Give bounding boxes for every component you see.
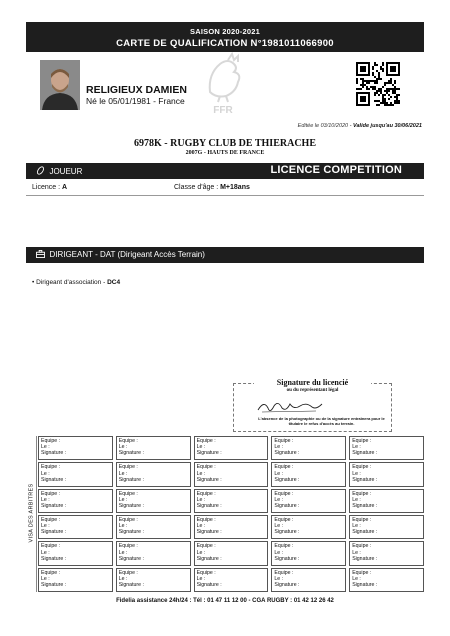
visa-cell-line: Le : [41,575,50,582]
visa-cell-line: Signature : [41,529,67,536]
visa-cell[interactable] [271,541,346,565]
visa-cell[interactable] [194,462,269,486]
visa-cell-line: Equipe : [352,517,372,523]
visa-cell-line: Le : [41,523,50,530]
visa-cell-line: Signature : [352,555,378,562]
birth-info: Né le 05/01/1981 - France [86,96,185,106]
visa-cell-line: Signature : [196,503,222,510]
visa-cell-line: Signature : [352,503,378,510]
visa-cell-line: Le : [274,523,284,530]
visa-cell-line: Le : [196,523,206,530]
visa-cell-line: Equipe : [196,438,216,444]
visa-cell-line: Le : [352,575,361,582]
visa-cell-line: Equipe : [196,517,216,523]
briefcase-icon [36,250,45,258]
visa-cell-line: Signature : [196,582,222,589]
season-label: SAISON 2020-2021 [190,27,260,36]
licence-field [32,184,67,191]
visa-cell-line: Le : [41,444,50,451]
visa-cell-line: Equipe : [274,464,294,471]
visa-cells [38,436,424,592]
player-photo [40,60,80,110]
visa-cell[interactable] [38,489,113,513]
visa-cell[interactable] [349,541,424,565]
visa-cell-line: Equipe : [41,569,61,576]
visa-cell-line: Le : [274,549,284,556]
visa-cell-line: Equipe : [196,569,216,576]
card-header [26,22,424,52]
visa-cell-line: Signature : [118,529,144,536]
visa-cell-line: Signature : [274,582,300,589]
visa-cell-line: Signature : [352,476,378,483]
visa-cell[interactable] [116,436,191,460]
visa-cell-line: Signature : [196,555,222,562]
visa-cell[interactable] [38,436,113,460]
visa-cell-line: Equipe : [41,490,61,497]
visa-cell-line: Equipe : [352,543,372,550]
visa-cell[interactable] [271,462,346,486]
dirigeant-text: • Dirigeant d'association - [32,279,108,286]
visa-cell-line: Signature : [118,476,144,483]
role-label-wrap [36,166,82,176]
visa-cell-line: Le : [274,496,284,503]
visa-label: VISA DES ARBITRES [28,483,35,543]
licence-type: LICENCE COMPETITION [270,164,402,176]
visa-cell-line: Equipe : [118,438,138,444]
visa-cell[interactable] [38,462,113,486]
referee-visa-grid [26,436,424,592]
age-class-label: Classe d'âge : [174,184,221,191]
visa-cell-line: Signature : [196,450,222,457]
visa-cell-line: Le : [41,496,50,503]
visa-cell[interactable] [116,568,191,592]
dirigeant-code: DC4 [107,279,121,286]
visa-cell[interactable] [271,568,346,592]
visa-cell-line: Equipe : [41,464,61,471]
signature-title: Signature du licencié [254,378,371,387]
visa-cell-line: Equipe : [118,464,138,471]
visa-cell-line: Equipe : [274,490,294,497]
visa-cell-line: Le : [118,523,128,530]
ffr-logo [198,52,248,116]
visa-cell-line: Signature : [41,555,67,562]
visa-cell-line: Le : [274,444,284,451]
visa-cell-line: Signature : [41,450,67,457]
licence-label: Licence : [32,184,62,191]
signature-box [233,378,392,432]
visa-cell-line: Equipe : [196,543,216,550]
visa-cell-line: Le : [352,523,361,530]
visa-cell[interactable] [349,489,424,513]
visa-cell-line: Le : [274,575,284,582]
visa-cell-line: Equipe : [118,517,138,523]
ffr-logo-text: FFR [213,105,233,116]
edited-date: Editée le 03/10/2020 - [297,123,354,129]
validity-line [298,123,422,129]
visa-cell-line: Signature : [274,450,300,457]
league-name: 2007G - HAUTS DE FRANCE [185,150,265,156]
visa-cell[interactable] [349,436,424,460]
visa-cell-line: Equipe : [274,438,294,444]
visa-cell-line: Equipe : [41,543,61,550]
age-class-value: M+18ans [220,184,250,191]
visa-cell-line: Le : [274,470,284,477]
card-title: CARTE DE QUALIFICATION N°1981011066900 [116,38,334,49]
visa-cell-line: Equipe : [274,517,294,523]
visa-cell-line: Signature : [352,582,378,589]
visa-cell[interactable] [116,541,191,565]
visa-cell-line: Le : [118,549,128,556]
visa-label-column [26,436,37,592]
visa-cell[interactable] [38,541,113,565]
visa-cell-line: Signature : [196,476,222,483]
valid-until: Valide jusqu'au 30/06/2021 [353,123,422,129]
visa-cell[interactable] [38,568,113,592]
visa-cell-line: Signature : [274,555,300,562]
visa-cell[interactable] [38,515,113,539]
licence-value: A [61,184,68,191]
visa-cell-line: Signature : [118,555,144,562]
visa-cell-line: Le : [196,496,206,503]
visa-cell-line: Equipe : [196,490,216,497]
visa-cell[interactable] [271,489,346,513]
club-name: 6978K - RUGBY CLUB DE THIERACHE [134,138,316,149]
footer-assistance: Fidelia assistance 24h/24 : Tél : 01 47 11 12 00 - CGA RUGBY : 01 42 12 26 42 [116,598,334,604]
visa-cell-line: Equipe : [196,464,216,471]
visa-cell-line: Equipe : [274,543,294,550]
visa-cell-line: Equipe : [118,569,138,576]
signature-note: L'absence de la photographie ou de la signature entraînera pour le titulaire le refus d'accès au terrain. [258,416,385,426]
qr-code [356,62,400,106]
visa-cell-line: Signature : [274,476,300,483]
visa-cell-line: Le : [41,549,50,556]
visa-cell-line: Signature : [196,529,222,536]
divider [26,195,424,196]
signature-subtitle: ou du représentant légal [286,388,339,393]
dirigeant-bar [26,247,424,263]
visa-cell-line: Signature : [118,503,144,510]
dirigeant-line [32,279,120,286]
visa-cell[interactable] [349,515,424,539]
visa-cell[interactable] [194,515,269,539]
visa-cell-line: Equipe : [352,490,372,497]
visa-cell-line: Equipe : [118,490,138,497]
visa-cell[interactable] [194,436,269,460]
role-label: JOUEUR [49,167,83,176]
visa-cell-line: Signature : [274,529,300,536]
visa-cell-line: Equipe : [118,543,138,550]
visa-cell-line: Equipe : [352,569,372,576]
visa-cell-line: Le : [118,575,128,582]
visa-cell-line: Le : [352,444,361,451]
dirigeant-label: DIRIGEANT - DAT (Dirigeant Accès Terrain) [49,250,205,259]
visa-cell-line: Equipe : [41,517,61,523]
handwritten-signature [256,398,326,416]
visa-cell[interactable] [271,515,346,539]
visa-cell[interactable] [349,462,424,486]
visa-cell[interactable] [271,436,346,460]
age-class-field [174,184,250,191]
photo-image [40,60,80,110]
visa-cell-line: Le : [352,549,361,556]
visa-cell-line: Le : [352,496,361,503]
visa-cell-line: Signature : [118,450,144,457]
visa-cell-line: Signature : [41,503,67,510]
visa-cell-line: Signature : [41,582,67,589]
visa-cell-line: Signature : [352,529,378,536]
visa-cell-line: Le : [196,549,206,556]
visa-cell-line: Signature : [274,503,300,510]
visa-cell-line: Le : [118,470,128,477]
player-name: RELIGIEUX DAMIEN [86,84,187,96]
visa-cell[interactable] [116,515,191,539]
visa-cell-line: Signature : [118,582,144,589]
visa-cell[interactable] [194,489,269,513]
visa-cell-line: Le : [352,470,361,477]
visa-cell-line: Equipe : [274,569,294,576]
visa-cell-line: Equipe : [41,438,61,444]
visa-cell-line: Equipe : [352,438,372,444]
rugby-ball-icon [36,166,45,175]
dirigeant-label-wrap [36,250,205,259]
visa-cell[interactable] [194,568,269,592]
visa-cell-line: Le : [196,470,206,477]
visa-cell-line: Le : [196,444,206,451]
visa-cell[interactable] [194,541,269,565]
visa-cell[interactable] [116,462,191,486]
visa-cell-line: Le : [118,444,128,451]
visa-cell[interactable] [116,489,191,513]
visa-cell-line: Equipe : [352,464,372,471]
visa-cell-line: Le : [118,496,128,503]
visa-cell-line: Le : [196,575,206,582]
visa-cell-line: Signature : [41,476,67,483]
visa-cell-line: Signature : [352,450,378,457]
visa-cell-line: Le : [41,470,50,477]
visa-cell[interactable] [349,568,424,592]
licence-bar [26,163,424,179]
